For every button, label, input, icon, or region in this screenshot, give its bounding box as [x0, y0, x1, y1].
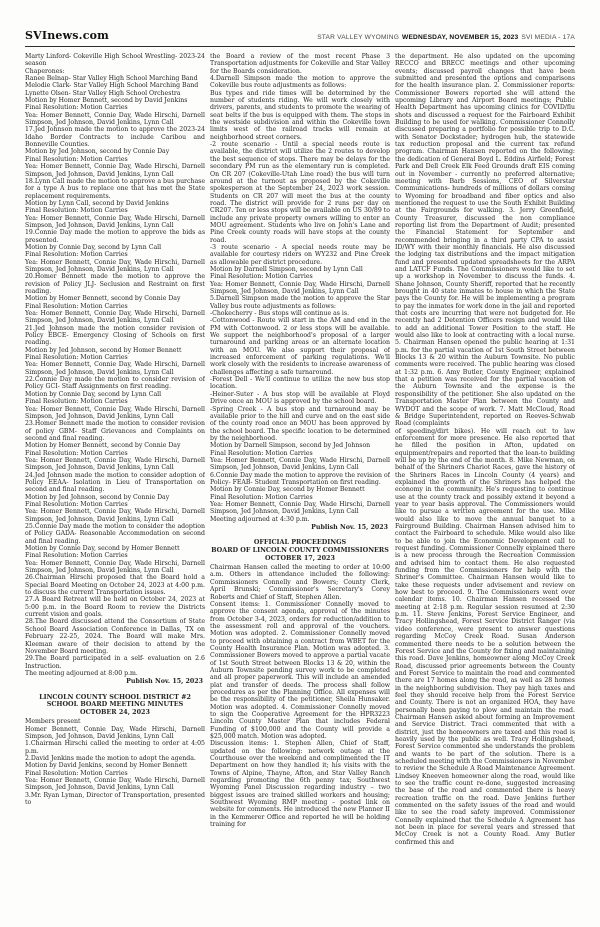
paragraph: Final Resolution: Motion Carries [25, 251, 128, 259]
masthead-right [317, 34, 575, 41]
paragraph: Motion by David Jenkins, second by Homer Bennett [25, 762, 188, 770]
masthead-edition-page: SVI MEDIA - 17A [521, 34, 575, 41]
column-2 [210, 53, 390, 915]
paragraph: Motion by Jed Johnson, second by Homer Bennett [25, 346, 182, 354]
paragraph: Yea: Homer Bennett, Connie Day, Wade Hirschi, Darnell Simpson, Jed Johnson, David Jenkins, Lynn Call [210, 456, 390, 472]
paragraph: Yea: Homer Bennett, Connie Day, Wade Hirschi, Darnell Simpson, Jed Johnson, David Jenkins, Lynn Call [25, 214, 205, 229]
paragraph: -Spring Creek - A bus stop and turnaround may be available prior to the hill and curve and on the east side of the county road once an MOU has been approved by the school board. The specific location to be determined by the neighborhood. [210, 405, 390, 442]
paragraph: Motion by Homer Bennett, second by David Jenkins [25, 97, 188, 105]
paragraph: Motion by Jed Johnson, second by Connie Day [25, 148, 170, 156]
notice-heading [25, 694, 205, 717]
paragraph: the Board a review of the most recent Phase 3 Transportation adjustments for Cokeville and Star Valley for the Boards consideration. [210, 53, 390, 75]
paragraph: 24.Jed Johnson made the motion to consider adoption of Policy EEAA- Isolation in Lieu of Transportation on second and final reading. [25, 471, 205, 494]
paragraph: Motion by Homer Bennett, second by Connie Day [25, 442, 181, 450]
masthead-date: WEDNESDAY, NOVEMBER 15, 2023 [402, 34, 519, 41]
paragraph: 4.Darnell Simpson made the motion to approve the Cokeville bus route adjustments as follows: [210, 75, 390, 90]
paragraph: the department. He also updated on the upcoming RECCO and BRECC meetings and other upcoming events; discussed payroll changes that have been submitted and presented the options and comparisons for the health insurance plan. 2. Commissioner reports: Commissioner Bowers reported she will attend the upcoming Library and Airport Board meetings; Public Health Department has upcoming clinics for COVID/flu shots and discussed a request for the Fairboard Exhibit Building to be used for walking. Commissioner Connolly discussed preparing a portfolio for possible trip to D.C. with Senator Dockstader; hydrogen hub, the statewide tax reduction proposal and the current tax refund program. Chairman Hansen reported on the following: the dedication of General Boyd L. Eddins Airfield; Forest Park and Dell Creek Elk Feed Grounds draft EIS coming out in November - currently no preferred alternative; meeting with Barb Sessions, CEO of Silverstar Communications- hundreds of millions of dollars coming to Wyoming for broadband and fiber optics and also mentioned the request to use the South Exhibit Building at the Fairgrounds for walking. 3. Jerry Greenfield, County Treasurer, discussed the non compliance reporting list from the Department of Audit; presented the Financial Statement for September and recommended bringing in a third party CPA to assist ID/WY with their monthly financials. He also discussed the lodging tax distributions and the impact mitigation fund and presented updated spreadsheets for the ARPA and LATCF Funds. The Commissioners would like to set up a workshop in November to discuss the funds. 4. Shane Johnson, County Sheriff, reported that he recently brought in 40 state inmates to house in which the State pays the County for. He will be implementing a program to pay the inmates for work done in the jail and reported that costs are incurring that were not budgeted for. He recently had 2 Detention Officers resign and would like to add an additional Tower Position to the staff. He would also like to look at contracting with a local nurse. 5. Chairman Hansen opened the public hearing at 1:31 p.m. for the partial vacation of 1st South Street between Blocks 13 & 20 within the Auburn Townsite. No public comments were received. The public hearing was closed at 1:32 p.m. 6. Amy Butler, County Engineer, explained that a petition was received for the partial vacation of the Auburn Townsite and the expense is the responsibility of the petitioner. She also updated on the Transportation Master Plan between the County and WYDOT and the scope of work. 7. Matt McCloud, Road & Bridge Superintendent, reported on Reeves-Schwab Road (complaints [395, 53, 575, 428]
publish-date-line: Publish Nov. 15, 2023 [311, 524, 388, 531]
paragraph: Lynette Olsen- Star Valley High School Orchestra [25, 89, 181, 97]
paragraph: 27.A Board Retreat will be held on October 24, 2023 at 5:00 p.m. in the Board Room to review the Districts current vision and goals. [25, 596, 205, 619]
paragraph: Homer Bennett, Connie Day, Wade Hirschi, Darnell Simpson, Jed Johnson, David Jenkins, Lynn Call [25, 725, 205, 741]
paragraph: 5.Darnell Simpson made the motion to approve the Star Valley bus route adjustments as follows: [210, 295, 390, 310]
paragraph: Final Resolution: Motion Carries [25, 302, 128, 310]
paragraph: Yea: Homer Bennett, Connie Day, Wade Hirschi, Darnell Simpson, Jed Johnson, David Jenkins, Lynn Call [210, 280, 390, 295]
notice-heading [210, 539, 390, 562]
paragraph: of speeding/dirt bikes). He will reach out to law enforcement for more presence. He also reported that he filled the position in Afton, updated on equipment/repairs and reported that the lean-to building will be up by the end of the month. 8. Mike Newman, on behalf of the Shriners Chariot Races, gave the history of the Shriners Races in Lincoln County (4 years) and explained the growth of the Shriners has helped the economy in the community. He's requesting to continue use at the county track and possibly extend it beyond a year to year basis approval. The Commissioners would like to pursue a written agreement for the use. Mike would also like to move the annual banquet to a Fairground Building. Chairman Hansen advised him to contact the Fairboard to schedule. Mike would also like to be able to join the Economic Development call to request funding. Commissioner Connelly explained there is a new process through the Recreation Commission and advised him to contact them. He also requested funding from the Commissioners for help with the Shriner's Committee. Chairman Hansen would like to take these requests under advisement and review on how best to proceed. 9. The Commissioners went over calendar items. 10. Chairman Hansen recessed the meeting at 2:18 p.m. Regular session resumed at 2:30 p.m. 11. Steve Jenkins, Forest Service Engineer, and Tracy Hollingshead, Forest Service District Ranger (via video conference, were present to answer questions regarding McCoy Creek Road. Susan Anderson commented there needs to be a solution between the Forest Service and the County for fixing and maintaining this road. Dave Jenkins, homeowner along McCoy Creek Road, discussed prior agreements between the County and Forest Service to maintain the road and commented there are 17 homes along the road, as well as 28 homes in the neighboring subdivision. They pay high taxes and feel they should receive help from the Forest Service and County. There is not an organized HOA, they have personally been paying to plow and maintain the road. Chairman Hansen asked about forming an Improvement and Service District. Traci commented that with a district, just the homeowners are taxed and this road is heavily used by the public as well. Tracy Hollingshead, Forest Service commented she understands the problem and wants to be part of the solution. There is a scheduled meeting with the Commissioners in November to review the Schedule A Road Maintenance Agreement. Lindsey Kneeven homeowner along the road, would like to see the traffic count re-done, suggested increasing the base of the road and commented there is heavy recreation traffic on the road. Dave Jenkins further commented on the safety issues of the road and would like to see the road safety improved. Commissioner Connelly explained that the Schedule A Agreement has not been in place for several years and stressed that McCoy Creek is not a County Road. Amy Butler confirmed this and [395, 427, 575, 846]
article-columns [0, 47, 600, 915]
notice-heading-line: OCTOBER 24, 2023 [80, 707, 150, 716]
paragraph: Final Resolution: Motion Carries [210, 449, 313, 457]
paragraph: Final Resolution: Motion Carries [210, 493, 313, 501]
paragraph: 29.The Board participated in a self- evaluation on 2.6 Instruction. [25, 655, 205, 670]
paragraph: Motion by Jed Johnson, second by Connie Day [25, 493, 170, 501]
paragraph: Final Resolution: Motion Carries [25, 104, 128, 112]
paragraph: Members present [25, 718, 81, 726]
notice-heading-line: OFFICIAL PROCEEDINGS [253, 538, 347, 547]
paragraph: 22.Connie Day made the motion to consider revision of Policy GCI- Staff Assignments on first reading. [25, 376, 205, 391]
paragraph: Yea: Homer Bennett, Connie Day, Wade Hirschi, Darnell Simpson, Jed Johnson, David Jenkins, Lynn Call [25, 777, 205, 792]
paragraph: Consent items: 1. Commissioner Connelly moved to approve the consent agenda, approval of the minutes from October 3-4, 2023, orders for reduction/addition to the assessment roll and approval of the vouchers. Motion was adopted. 2. Commissioner Connelly moved to proceed with obtaining a contract from WBET for the County Health Insurance Plan. Motion was adopted. 3. Commissioner Bowers moved to approve a partial vacate of 1st South Street between Blocks 13 & 20, within the Auburn Townsite pending survey work to be completed and all proper paperwork. This will include an amended plat and transfer of deeds. The process shall follow procedures as per the Planning Office. All expenses will be the responsibility of the petitioner, Sheila Hunsaker. Motion was adopted. 4. Commissioner Connelly moved to sign the Cooperative Agreement for the HPR3223 Lincoln County Master Plan that includes Federal Funding of $100,000 and the County will provide a $25,000 match. Motion was adopted. [210, 600, 390, 741]
paragraph: -3 route scenario - A special needs route may be available for courtesy riders on WY232 and Pine Creek as allowable per district procedure. [210, 243, 390, 266]
paragraph: Ranee Belnap- Star Valley High School Marching Band [25, 75, 198, 83]
paragraph: Yea: Homer Bennett, Connie Day, Wade Hirschi, Darnell Simpson, Jed Johnson, David Jenkins, Lynn Call [25, 361, 205, 376]
paragraph: Final Resolution: Motion Carries [25, 398, 128, 406]
paragraph: Final Resolution: Motion Carries [210, 273, 313, 281]
paragraph: Yea: Homer Bennett, Connie Day, Wade Hirschi, Darnell Simpson, Jed Johnson, David Jenkins, Lynn Call [25, 163, 205, 178]
paragraph: Motion by Darnell Simpson, second by Jed Johnson [210, 442, 371, 450]
paragraph: 26.Chairman Hirschi proposed that the Board hold a Special Board Meeting on October 24, 2023 at 4:00 p.m. to discuss the current Transportation issues. [25, 574, 205, 597]
paragraph: Yea: Homer Bennett, Connie Day, Wade Hirschi, Darnell Simpson, Jed Johnson, David Jenkins, Lynn Call [25, 559, 205, 575]
paragraph: Final Resolution: Motion Carries [25, 449, 128, 457]
paragraph: Yea: Homer Bennett, Connie Day, Wade Hirschi, Darnell Simpson, Jed Johnson, David Jenkins, Lynn Call [25, 405, 205, 420]
paragraph: Final Resolution: Motion Carries [25, 500, 128, 508]
paragraph: 28.The Board discussed attend the Consortium of State School Board Association Conference in Dallas, TX on February 22-25, 2024. The Board will make Mrs. Kleeman aware of their decision to attend by the November Board meeting. [25, 618, 205, 655]
paragraph: Final Resolution: Motion Carries [25, 354, 128, 362]
site-name[interactable]: SVInews.com [25, 29, 109, 42]
paragraph: -Heiner-Suter - A bus stop will be available at Floyd Drive once an MOU is approved by the school board. [210, 390, 390, 406]
paragraph: 1.Chairman Hirschi called the meeting to order at 4:05 p.m. [25, 740, 205, 755]
paragraph: -Cottonwood - Route will start in the AM and end in the PM with Cottonwood. 2 or less stops will be available. We support the neighborhood's proposal of a larger turnaround and parking areas or an alternate location with an MOU. We also support their proposal of increased enforcement of parking regulations. We'll work closely with the residents to increase awareness of challenges affecting a safe turnaround. [210, 317, 390, 376]
paragraph: Yea: Homer Bennett, Connie Day, Wade Hirschi, Darnell Simpson, Jed Johnson, David Jenkins, Lynn Call [25, 258, 205, 273]
paragraph: Motion by Connie Day, second by Homer Bennett [210, 486, 365, 494]
paragraph: 23.Homer Bennett made the motion to consider revision of policy GBM- Staff Grievances and Complaints on second and final reading. [25, 420, 205, 442]
paragraph: Motion by Homer Bennett, second by Connie Day [25, 295, 181, 303]
paragraph: Yea: Homer Bennett, Connie Day, Wade Hirschi, Darnell Simpson, Jed Johnson, David Jenkins, Lynn Call [25, 508, 205, 523]
notice-heading-line: BOARD OF LINCOLN COUNTY COMMISSIONERS [211, 545, 389, 554]
paragraph: Motion by Lynn Call, second by David Jenkins [25, 199, 169, 207]
paragraph: 18.Lynn Call made the motion to approve a bus purchase for a type A bus to replace one that has met the State replacement requirements. [25, 177, 205, 200]
column-1 [25, 53, 205, 915]
paragraph: Motion by Darnell Simpson, second by Lynn Call [210, 265, 363, 273]
column-3 [395, 53, 575, 915]
paragraph: Final Resolution: Motion Carries [25, 207, 128, 215]
paragraph: Motion by Connie Day, second by Homer Bennett [25, 545, 180, 553]
paragraph: Bus types and ride times will be determined by the number of students riding. We will work closely with drivers, parents, and students to promote the wearing of seat belts if the bus is equipped with them. The stops in the westside subdivision and within the Cokeville town limits west of the railroad tracks will remain at neighborhood street corners. [210, 89, 390, 141]
paragraph: Yea: Homer Bennett, Connie Day, Wade Hirschi, Darnell Simpson, Jed Johnson, David Jenkins, Lynn Call [25, 456, 205, 472]
paragraph: 2.David Jenkins made the motion to adopt the agenda. [25, 755, 196, 763]
paragraph: Discussion items: 1. Stephen Allen, Chief of Staff, updated on the following: network outage at the Courthouse over the weekend and complimented the IT Department on how they handled it; his visits with the Towns of Alpine, Thayne, Afton, and Star Valley Ranch regarding promoting the 6th penny tax; Southwest Wyoming Panel Discussion regarding industry – two biggest issues are trained skilled workers and housing; Southwest Wyoming RMP meeting – posted link on website for comments. He introduced the new Planner II in the Kemmerer Office and reported he will be holding training for [210, 740, 390, 829]
notice-heading-line: LINCOLN COUNTY SCHOOL DISTRICT #2 [39, 692, 191, 701]
paragraph: Final Resolution: Motion Carries [25, 769, 128, 777]
paragraph: Chaperones: [25, 67, 65, 75]
paragraph: 17.Jed Johnson made the motion to approve the 2023-24 Idaho Border Contracts to include Caribou and Bonneville Counties. [25, 126, 205, 149]
paragraph: 21.Jed Johnson made the motion consider revision of Policy EBCE- Emergency Closing of Schools on first reading. [25, 324, 205, 347]
notice-heading-line: OCTOBER 17, 2023 [265, 553, 335, 562]
paragraph: Motion by Connie Day, second by Lynn Call [25, 390, 162, 398]
paragraph: Motion by Connie Day, second by Lynn Call [25, 243, 162, 251]
paragraph: Yea: Homer Bennett, Connie Day, Wade Hirschi, Darnell Simpson, Jed Johnson, David Jenkins, Lynn Call [25, 310, 205, 325]
paragraph: 19.Connie Day made the motion to approve the bids as presented. [25, 229, 205, 244]
paragraph: 3.Mr. Ryan Lyman, Director of Transportation, presented to [25, 791, 205, 807]
masthead [0, 0, 600, 46]
paragraph: Meeting adjourned at 4:30 p.m. [210, 515, 310, 523]
paragraph: Yea: Homer Bennett, Connie Day, Wade Hirschi, Darnell Simpson, Jed Johnson, David Jenkins, Lynn Call [210, 500, 390, 516]
publish-date-line: Publish Nov. 15, 2023 [126, 678, 203, 686]
paragraph: Final Resolution: Motion Carries [25, 552, 128, 560]
notice-heading-line: SCHOOL BOARD MEETING MINUTES [46, 700, 184, 709]
paragraph: Marty Linford- Cokeville High School Wrestling- 2023-24 season [25, 53, 205, 68]
paragraph: -2 route scenario - Until a special needs route is available, the district will utilize the 2 routes to develop the best sequence of stops. There may be delays for the secondary PM run as the elementary run is completed. On CR 207 (Cokeville-Utah Line road) the bus will turn around at the turnout as proposed by the Cokeville spokesperson at the September 24, 2023 work session. Students on CR 207 will meet the bus at the county road. The district will provide for 2 runs per day on CR207. Ten or less stops will be available on US 30/89 to include any private property owners willing to enter an MOU agreement. Students who live on John's Lane and Pine Creek county roads will have stops at the county road. [210, 141, 390, 244]
paragraph: Yea: Homer Bennett, Connie Day, Wade Hirschi, Darnell Simpson, Jed Johnson, David Jenkins, Lynn Call [25, 111, 205, 127]
paragraph: Chairman Hansen called the meeting to order at 10:00 a.m. Others in attendance included the following: Commissioners Connelly and Bowers; County Clerk, April Brunski; Commissioner's Secretary's Corey Roberts and Chief of Staff, Stephen Allen. [210, 564, 390, 601]
paragraph: The meeting adjourned at 8:00 p.m. [25, 669, 138, 677]
paragraph: -Chokecherry - Bus stops will continue as is. [210, 310, 350, 318]
paragraph: Melodie Clark- Star Valley High School Marching Band [25, 82, 199, 90]
masthead-location: STAR VALLEY WYOMING [317, 34, 400, 41]
paragraph: Final Resolution: Motion Carries [25, 155, 128, 163]
paragraph: 20.Homer Bennett made the motion to approve the revision of Policy JLJ- Seclusion and Restraint on first reading. [25, 273, 205, 295]
paragraph: 6.Connie Day made the motion to approve the revision of Policy- FEAB- Student Transportation on first reading. [210, 471, 390, 486]
paragraph: 25.Connie Day made the motion to consider the adoption of Policy GADA- Reasonable Accommodation on second and final reading. [25, 523, 205, 545]
paragraph: -Forest Dell - We'll continue to utilize the new bus stop location. [210, 376, 390, 391]
